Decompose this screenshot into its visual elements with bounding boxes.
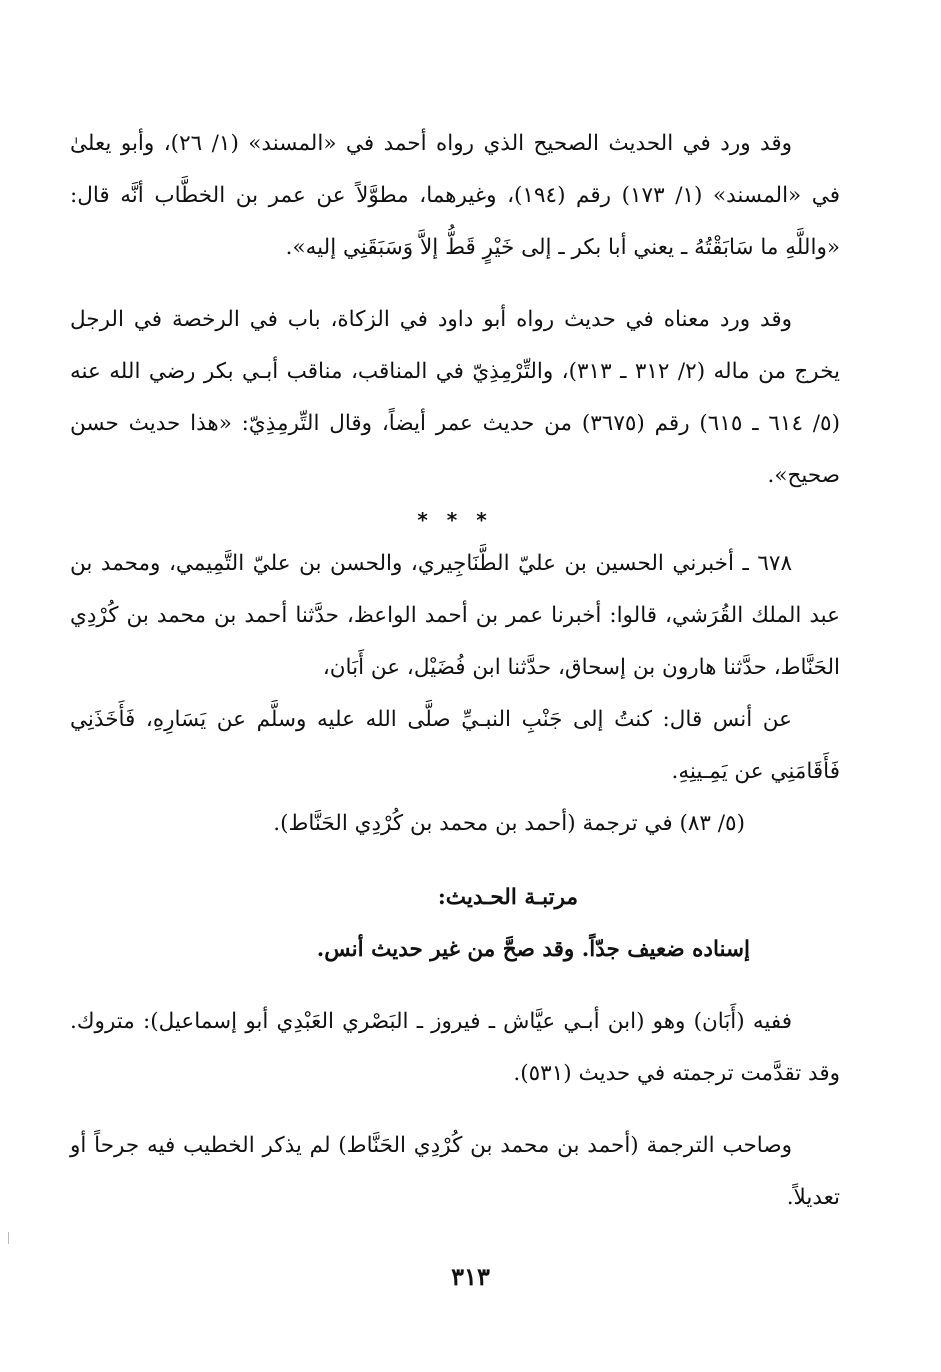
- paragraph-biography-subject: وصاحب الترجمة (أحمد بن محمد بن كُرْدِي الحَنَّاط) لم يذكر الخطيب فيه جرحاً أو تعديلاً.: [70, 1133, 840, 1210]
- page-number: ٣١٣: [451, 1262, 490, 1291]
- hadith-grade-text: إسناده ضعيف جدّاً. وقد صحَّ من غير حديث أنس.: [316, 937, 750, 962]
- paragraph-abu-dawud-reference: وقد ورد معناه في حديث رواه أبو داود في الزكاة، باب في الرخصة في الرجل يخرج من ماله (٢/ ٣١٢ ـ ٣١٣)، والتِّرْمِذِيّ في المناقب، مناقب أبـي بكر رضي الله عنه (٥/ ٦١٤ ـ ٦١٥) رقم (٣٦٧٥) من حديث عمر أيضاً، وقال التِّرمِذِيّ: «هذا حديث حسن صحيح».: [70, 307, 841, 488]
- hadith-grade-heading: مرتبـة الحـديث:: [437, 885, 578, 910]
- scan-margin-mark: [8, 1232, 9, 1244]
- hadith-678-matn: عن أنس قال: كنتُ إلى جَنْبِ النبـيِّ صلَّى الله عليه وسلَّم عن يَسَارِهِ، فَأَخَذَنِي فَأَقَامَنِي عن يَمِـينِهِ.: [70, 707, 840, 784]
- paragraph-narrator-aban: ففيه (أَبَان) وهو (ابن أبـي عيَّاش ـ فيروز ـ البَصْري العَبْدِي أبو إسماعيل): متروك. وقد تقدَّمت ترجمته في حديث (٥٣١).: [70, 1009, 840, 1086]
- paragraph-musnad-hadith: وقد ورد في الحديث الصحيح الذي رواه أحمد في «المسند» (١/ ٢٦)، وأبو يعلىٰ في «المسند» (١/ ١٧٣) رقم (١٩٤)، وغيرهما، مطوَّلاً عن عمر بن الخطَّاب أنَّه قال: «واللَّهِ ما سَابَقْتُهُ ـ يعني أبا بكر ـ إلى خَيْرٍ قَطُّ إلاَّ وَسَبَقَنِي إليه».: [70, 131, 840, 260]
- hadith-678-isnad: ٦٧٨ ـ أخبرني الحسين بن عليّ الطَّنَاجِيري، والحسن بن عليّ التَّمِيمي، ومحمد بن عبد الملك القُرَشي، قالوا: أخبرنا عمر بن أحمد الواعظ، حدَّثنا أحمد بن محمد بن كُرْدِي الحَنَّاط، حدَّثنا هارون بن إسحاق، حدَّثنا ابن فُضَيْل، عن أَبَان،: [70, 551, 840, 680]
- hadith-source-reference: (٥/ ٨٣) في ترجمة (أحمد بن محمد بن كُرْدِي الحَنَّاط).: [273, 811, 745, 836]
- section-separator: * * *: [417, 508, 493, 532]
- page-body: [70, 118, 840, 1224]
